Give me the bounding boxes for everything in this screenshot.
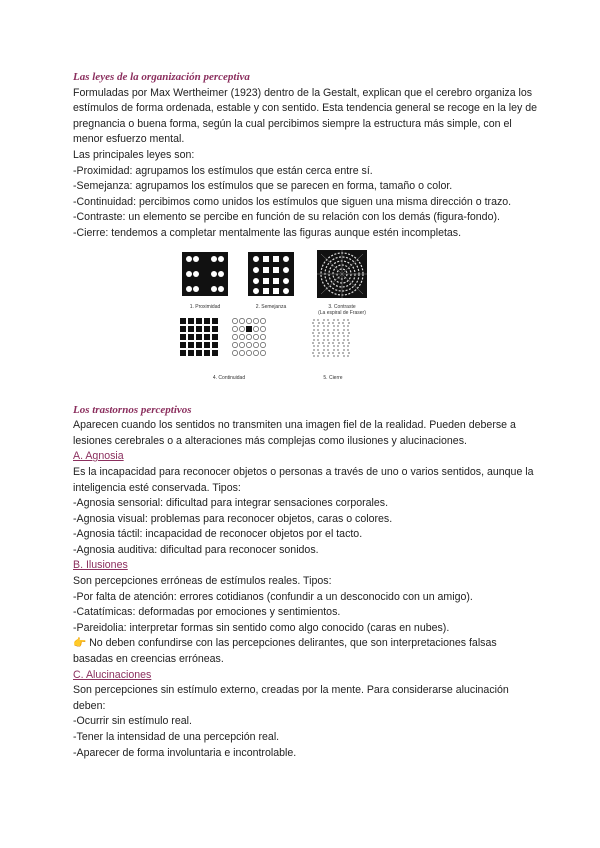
section-title-laws: Las leyes de la organización perceptiva: [73, 71, 250, 83]
intro-line: estímulos de forma ordenada, estable y con sentido. Esta tendencia general se recoge en la ley de: [73, 102, 538, 115]
document-page: [73, 70, 538, 761]
agnosia-line: -Agnosia visual: problemas para reconocer objetos, caras o colores.: [73, 512, 393, 525]
caption-continuity: 4. Continuidad: [212, 374, 246, 381]
caption-similarity: 2. Semejanza: [255, 303, 287, 310]
ilusiones-line: -Catatímicas: deformadas por emociones y sentimientos.: [73, 606, 341, 619]
law-item: -Cierre: tendemos a completar mentalmente las figuras aunque estén incompletas.: [73, 226, 462, 239]
agnosia-line: -Agnosia táctil: incapacidad de reconocer objetos por el tacto.: [73, 528, 363, 541]
caption-closure: 5. Cierre: [323, 374, 343, 381]
intro-line: pregnancia o buena forma, según la cual percibimos siempre la estructura más simple, con el: [73, 117, 512, 130]
laws-lead: Las principales leyes son:: [73, 148, 195, 161]
agnosia-line: inteligencia esté conservada. Tipos:: [73, 481, 241, 494]
intro-line: menor esfuerzo mental.: [73, 133, 185, 146]
alucinaciones-line: -Tener la intensidad de una percepción real.: [73, 731, 280, 743]
continuity-figure: [179, 317, 279, 367]
proximity-figure: [182, 252, 228, 296]
ilusiones-line: -Por falta de atención: errores cotidianos (confundir a un desconocido con un amigo).: [73, 590, 473, 603]
law-item: -Contraste: un elemento se percibe en función de su relación con los demás (figura-fondo).: [73, 211, 500, 224]
similarity-figure: [248, 252, 294, 296]
alucinaciones-line: -Ocurrir sin estímulo real.: [73, 715, 192, 728]
intro-line: Aparecen cuando los sentidos no transmiten una imagen fiel de la realidad. Pueden deberse a: [73, 419, 516, 432]
ilusiones-note: basadas en creencias erróneas.: [73, 653, 224, 666]
alucinaciones-line: deben:: [73, 699, 106, 712]
fraser-spiral-figure: [317, 250, 367, 298]
law-item: -Proximidad: agrupamos los estímulos que están cerca entre sí.: [73, 164, 373, 177]
caption-contrast: 3. Contraste: [328, 303, 356, 310]
ilusiones-note: 👉 No deben confundirse con las percepciones delirantes, que son interpretaciones falsas: [73, 637, 497, 650]
agnosia-line: -Agnosia auditiva: dificultad para reconocer sonidos.: [73, 543, 319, 556]
law-item: -Semejanza: agrupamos los estímulos que se parecen en forma, tamaño o color.: [73, 180, 453, 193]
heading-agnosia: A. Agnosia: [73, 450, 124, 463]
heading-alucinaciones: C. Alucinaciones: [73, 668, 152, 681]
intro-line: lesiones cerebrales o a alteraciones más complejas como ilusiones y alucinaciones.: [73, 434, 467, 447]
ilusiones-line: Son percepciones erróneas de estímulos reales. Tipos:: [73, 575, 332, 588]
alucinaciones-line: -Aparecer de forma involuntaria e incontrolable.: [73, 746, 297, 759]
alucinaciones-line: Son percepciones sin estímulo externo, creadas por la mente. Para considerarse alucinación: [73, 684, 509, 697]
law-item: -Continuidad: percibimos como unidos los estímulos que siguen una misma dirección o trazo.: [73, 195, 512, 208]
agnosia-line: Es la incapacidad para reconocer objetos o personas a través de uno o varios sentidos, aunque la: [73, 465, 534, 478]
agnosia-line: -Agnosia sensorial: dificultad para integrar sensaciones corporales.: [73, 497, 389, 510]
heading-ilusiones: B. Ilusiones: [73, 559, 128, 572]
gestalt-figures: [73, 248, 533, 388]
closure-figure: [311, 318, 355, 366]
intro-line: Formuladas por Max Wertheimer (1923) dentro de la Gestalt, explican que el cerebro organiza los: [73, 86, 533, 99]
caption-contrast-sub: (La espiral de Fraser): [318, 309, 366, 316]
caption-proximity: 1. Proximidad: [189, 303, 221, 310]
ilusiones-line: -Pareidolia: interpretar formas sin sentido como algo conocido (caras en nubes).: [73, 621, 450, 634]
section-title-disorders: Los trastornos perceptivos: [73, 403, 192, 416]
